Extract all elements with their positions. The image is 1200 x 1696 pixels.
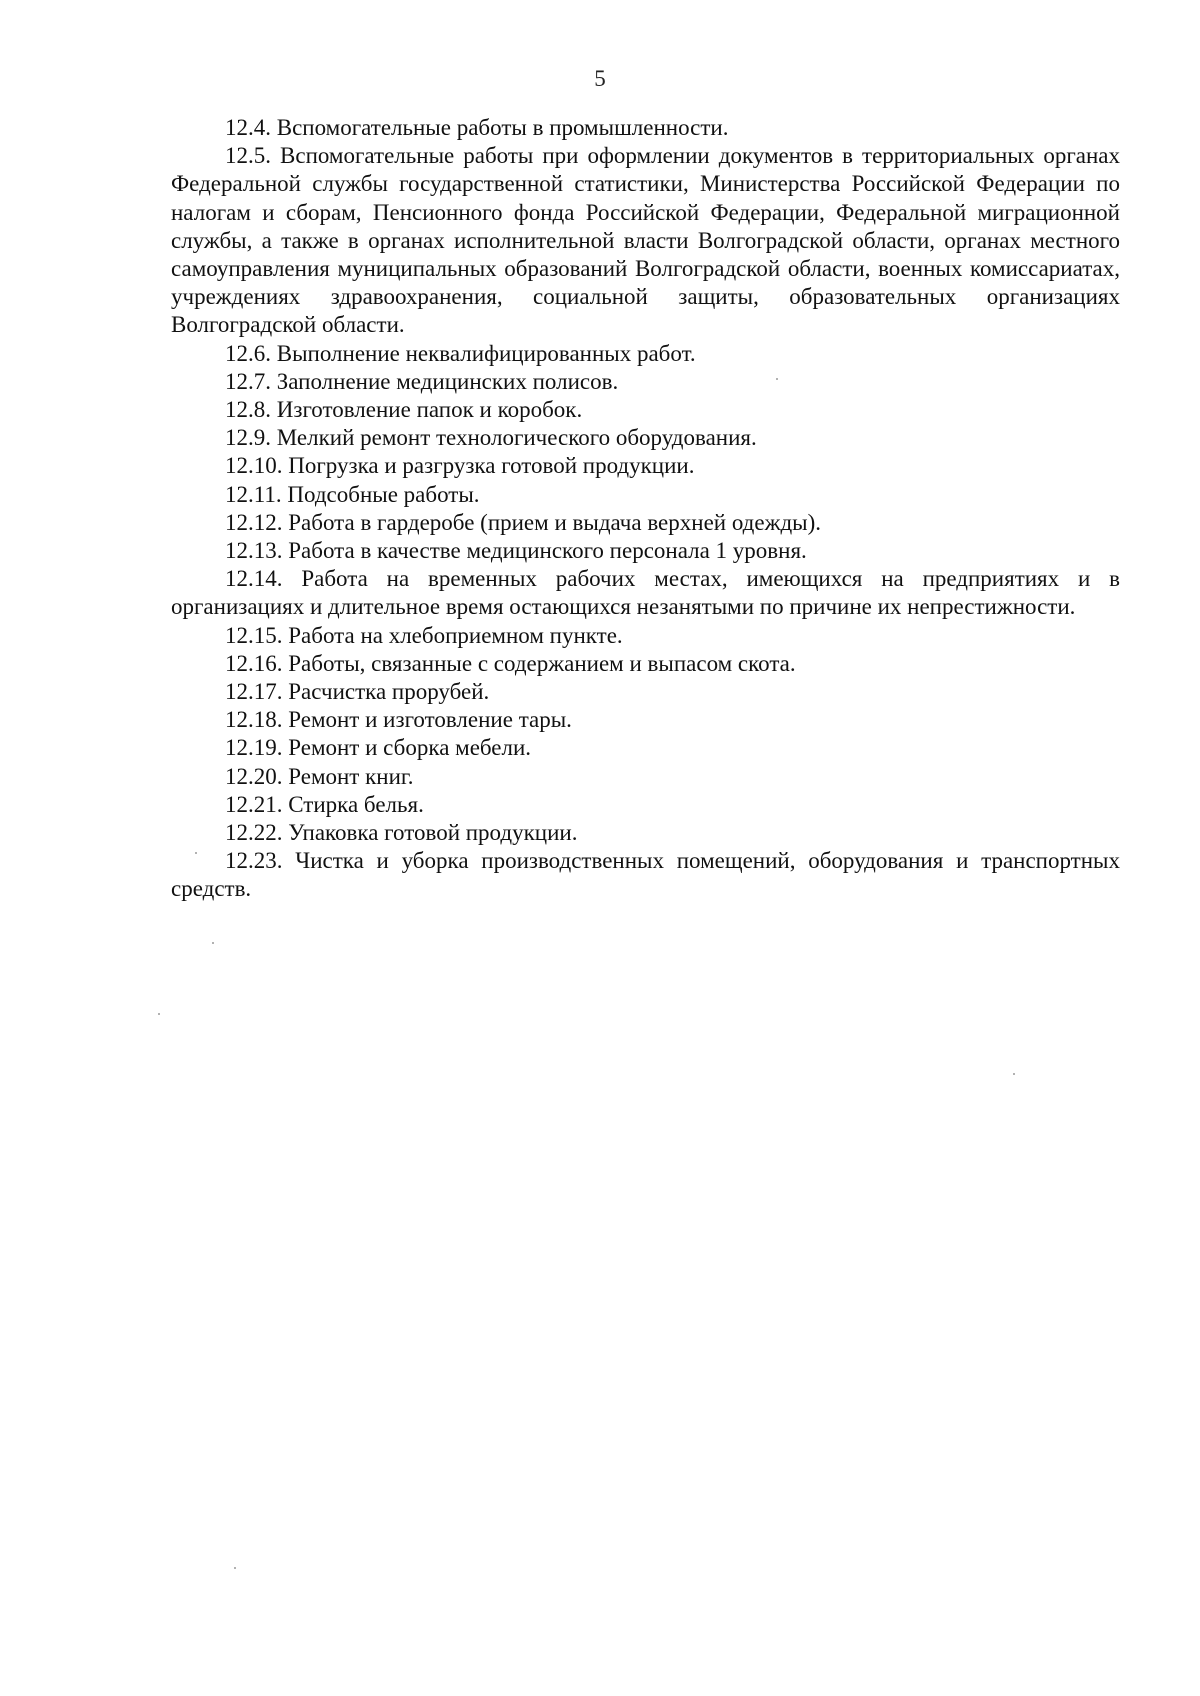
list-item-12-16: 12.16. Работы, связанные с содержанием и выпасом скота. [225,650,796,676]
list-item-12-8: 12.8. Изготовление папок и коробок. [225,397,583,423]
scan-speck [234,1567,236,1569]
scan-speck [776,378,778,380]
list-body [171,114,1120,904]
list-item-12-21: 12.21. Стирка белья. [225,791,424,817]
list-item-12-12: 12.12. Работа в гардеробе (прием и выдача верхней одежды). [225,509,822,535]
scan-speck [158,1013,160,1015]
scan-speck [195,852,197,854]
list-item-12-4: 12.4. Вспомогательные работы в промышленности. [225,115,729,140]
list-item-12-14: 12.14. Работа на временных рабочих местах, имеющихся на предприятиях и в организациях и длительное время остающихся незанятыми по причине их непрестижности. [171,566,1120,620]
list-item-12-23: 12.23. Чистка и уборка производственных помещений, оборудования и транспортных средств. [171,848,1120,902]
list-item-12-19: 12.19. Ремонт и сборка мебели. [225,735,532,761]
list-item-12-18: 12.18. Ремонт и изготовление тары. [225,707,572,733]
list-item-12-5: 12.5. Вспомогательные работы при оформлении документов в территориальных органах Федеральной службы государственной статистики, Министерства Российской Федерации по налогам и сборам, Пенсионного фонда Российской Федерации, Федеральной миграционной службы, а также в органах исполнительной власти Волгоградской области, органах местного самоуправления муниципальных образований Волгоградской области, военных комиссариатах, учреждениях здравоохранения, социальной защиты, образовательных организациях Волгоградской области. [171,143,1120,338]
list-item-12-10: 12.10. Погрузка и разгрузка готовой продукции. [225,453,695,479]
scan-speck [212,942,214,944]
list-item-12-9: 12.9. Мелкий ремонт технологического оборудования. [225,425,757,451]
list-item-12-6: 12.6. Выполнение неквалифицированных работ. [225,340,696,366]
list-item-12-13: 12.13. Работа в качестве медицинского персонала 1 уровня. [225,538,807,564]
scan-speck [1013,1073,1015,1075]
list-item-12-11: 12.11. Подсобные работы. [225,481,480,507]
list-item-12-20: 12.20. Ремонт книг. [225,763,414,789]
list-item-12-15: 12.15. Работа на хлебоприемном пункте. [225,622,623,648]
list-item-12-7: 12.7. Заполнение медицинских полисов. [225,368,619,394]
list-item-12-17: 12.17. Расчистка прорубей. [225,679,490,705]
page-number: 5 [594,66,606,91]
list-item-12-22: 12.22. Упаковка готовой продукции. [225,820,578,846]
